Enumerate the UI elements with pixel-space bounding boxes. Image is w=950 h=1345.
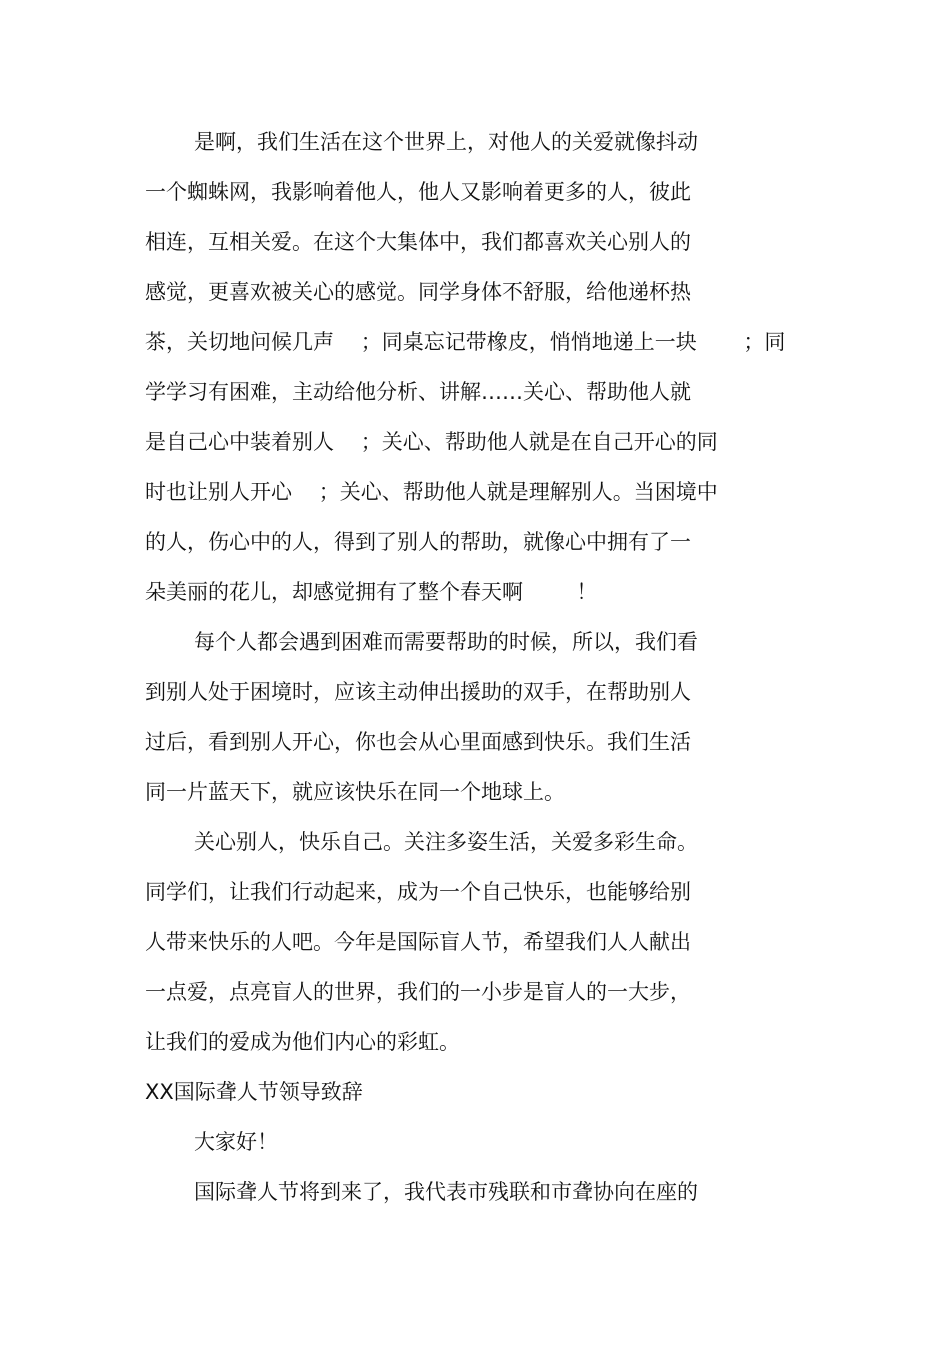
- paragraph-3-line-1: 关心别人，快乐自己。关注多姿生活，关爱多彩生命。: [194, 830, 698, 854]
- paragraph-2-line-1: 每个人都会遇到困难而需要帮助的时候，所以，我们看: [194, 630, 698, 654]
- paragraph-1-line-7: 是自己心中装着别人 ；关心、帮助他人就是在自己开心的同: [145, 430, 718, 454]
- paragraph-3-line-3: 人带来快乐的人吧。今年是国际盲人节，希望我们人人献出: [145, 930, 691, 954]
- paragraph-1-line-3: 相连，互相关爱。在这个大集体中，我们都喜欢关心别人的: [145, 230, 691, 254]
- paragraph-1-line-1: 是啊，我们生活在这个世界上，对他人的关爱就像抖动: [194, 130, 698, 154]
- paragraph-2-line-3: 过后，看到别人开心，你也会从心里面感到快乐。我们生活: [145, 730, 691, 754]
- paragraph-1-line-10: 朵美丽的花儿，却感觉拥有了整个春天啊 ！: [145, 580, 598, 604]
- greeting-line: 大家好！: [194, 1130, 278, 1154]
- paragraph-2-line-4: 同一片蓝天下，就应该快乐在同一个地球上。: [145, 780, 565, 804]
- paragraph-4-line-1: 国际聋人节将到来了，我代表市残联和市聋协向在座的: [194, 1180, 698, 1204]
- paragraph-1-line-6: 学学习有困难，主动给他分析、讲解……关心、帮助他人就: [145, 380, 691, 404]
- section-heading: XX国际聋人节领导致辞: [145, 1080, 363, 1104]
- paragraph-2-line-2: 到别人处于困境时，应该主动伸出援助的双手，在帮助别人: [145, 680, 691, 704]
- paragraph-1-line-4: 感觉，更喜欢被关心的感觉。同学身体不舒服，给他递杯热: [145, 280, 691, 304]
- paragraph-3-line-2: 同学们，让我们行动起来，成为一个自己快乐，也能够给别: [145, 880, 691, 904]
- paragraph-1-line-2: 一个蜘蛛网，我影响着他人，他人又影响着更多的人，彼此: [145, 180, 691, 204]
- paragraph-3-line-5: 让我们的爱成为他们内心的彩虹。: [145, 1030, 460, 1054]
- paragraph-1-line-9: 的人，伤心中的人，得到了别人的帮助，就像心中拥有了一: [145, 530, 691, 554]
- paragraph-3-line-4: 一点爱，点亮盲人的世界，我们的一小步是盲人的一大步，: [145, 980, 691, 1004]
- paragraph-1-line-8: 时也让别人开心 ；关心、帮助他人就是理解别人。当困境中: [145, 480, 718, 504]
- paragraph-1-line-5: 茶，关切地问候几声 ；同桌忘记带橡皮，悄悄地递上一块 ；同: [145, 330, 786, 354]
